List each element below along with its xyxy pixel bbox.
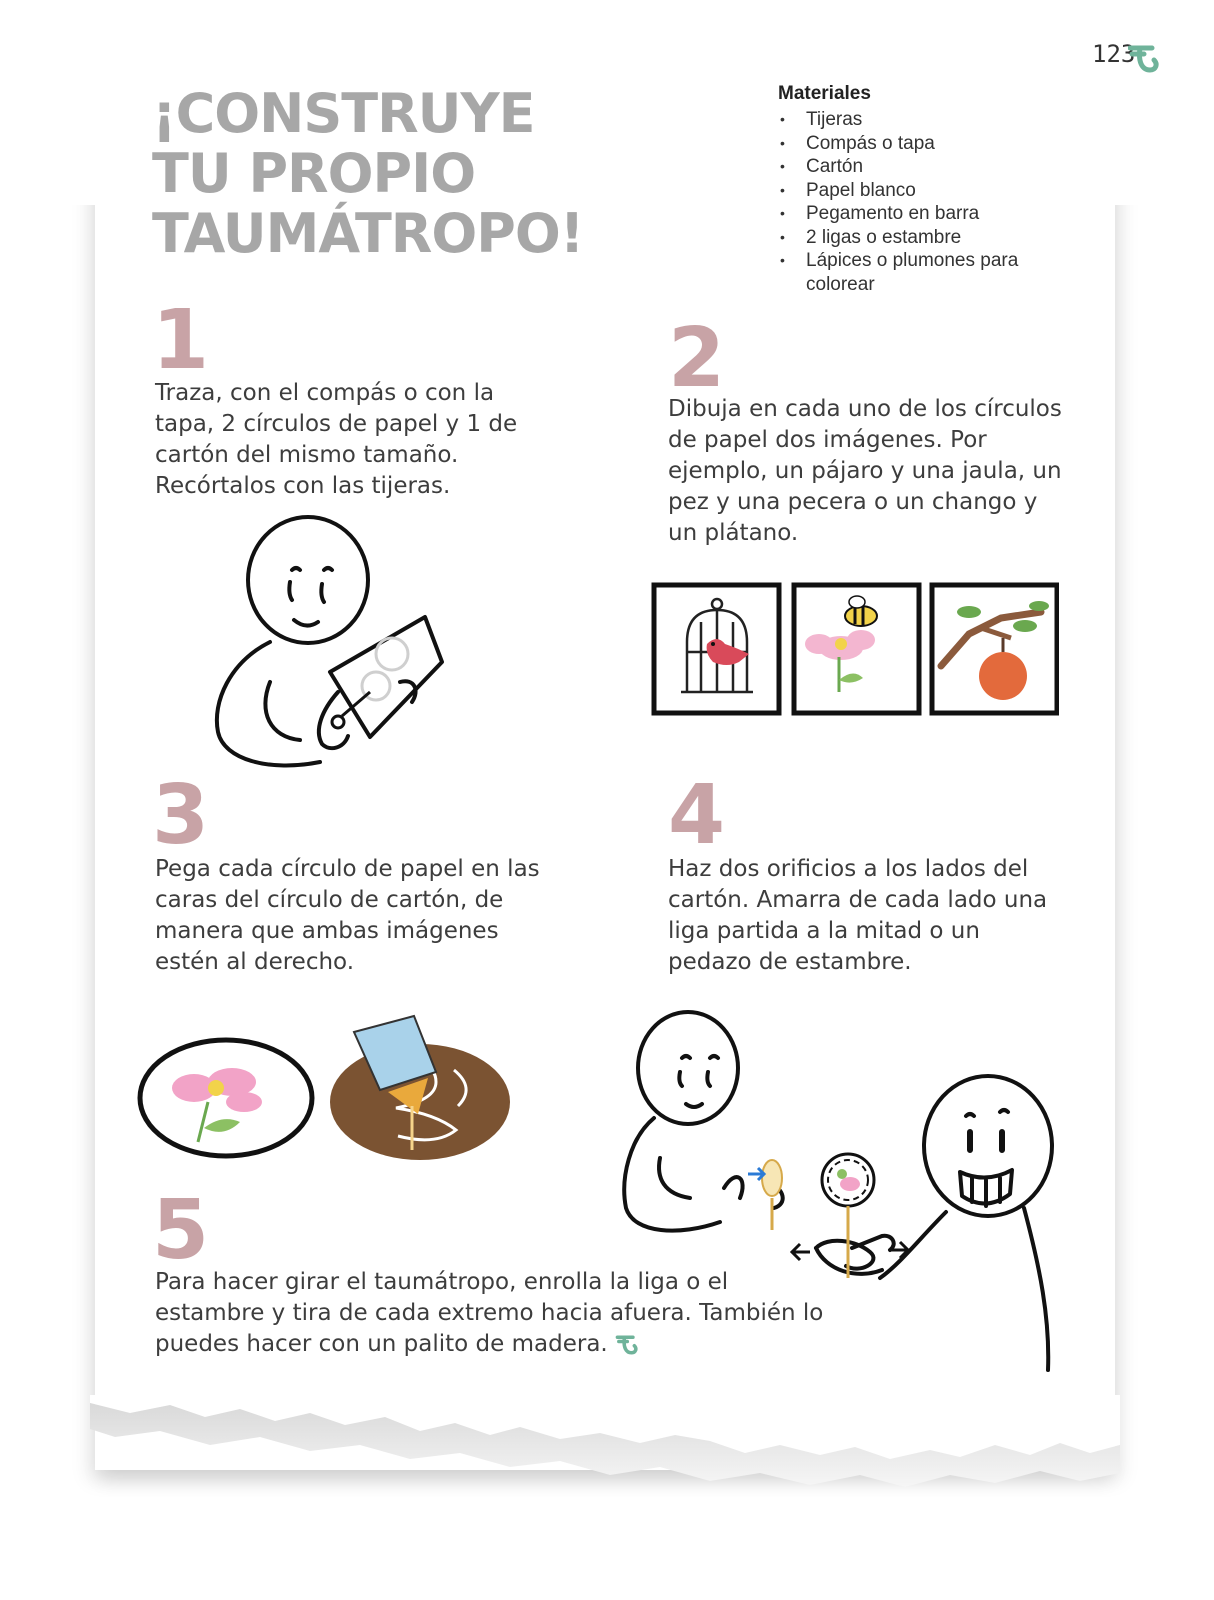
step-5-text-content: Para hacer girar el taumátropo, enrolla la liga o el estambre y tira de cada extremo hacia afuera. También lo puedes hacer con un palito de madera. xyxy=(155,1269,824,1357)
glue-circles-illustration xyxy=(136,1010,516,1165)
person-cutting-illustration xyxy=(210,512,460,774)
materials-heading: Materiales xyxy=(778,83,871,104)
materials-list xyxy=(778,108,1078,296)
materials-item: • Lápices o plumones para colorear xyxy=(778,249,1078,296)
step-1-text: Traza, con el compás o con la tapa, 2 círculos de papel y 1 de cartón del mismo tamaño. Recórtalos con las tijeras. xyxy=(155,380,518,499)
end-curl-icon xyxy=(615,1333,641,1357)
materials-item: • Cartón xyxy=(778,155,1078,179)
step-5-text xyxy=(155,1267,835,1360)
step-2-text: Dibuja en cada uno de los círculos de papel dos imágenes. Por ejemplo, un pájaro y una jaula, un pez y una pecera o un chango y un plátano. xyxy=(668,396,1062,546)
materials-item: • 2 ligas o estambre xyxy=(778,226,1078,250)
materials-item: • Tijeras xyxy=(778,108,1078,132)
step-3-text: Pega cada círculo de papel en las caras del círculo de cartón, de manera que ambas imágenes estén al derecho. xyxy=(155,856,540,975)
cardboard-circle-with-glue xyxy=(330,1016,510,1160)
step-4-number: 4 xyxy=(668,768,726,863)
step-1-number: 1 xyxy=(152,293,210,388)
materials-box xyxy=(778,83,1078,296)
flower-paper-circle xyxy=(140,1040,312,1156)
title-line-3: TAUMÁTROPO! xyxy=(152,202,584,265)
curl-icon xyxy=(1128,42,1162,76)
torn-paper-edge xyxy=(90,1395,1120,1515)
step-5-number: 5 xyxy=(152,1183,210,1278)
bird-cage-image xyxy=(654,585,779,713)
materials-item: • Pegamento en barra xyxy=(778,202,1078,226)
example-images-row xyxy=(651,582,1059,716)
step-3-number: 3 xyxy=(152,768,210,863)
page-title xyxy=(152,84,612,264)
apple-tree-image xyxy=(932,585,1057,713)
title-line-1: ¡CONSTRUYE xyxy=(152,82,535,145)
title-line-2: TU PROPIO xyxy=(152,142,476,205)
step-4-text: Haz dos orificios a los lados del cartón. Amarra de cada lado una liga partida a la mitad o un pedazo de estambre. xyxy=(668,856,1048,975)
page-number: 123 xyxy=(1092,40,1136,68)
materials-item: • Compás o tapa xyxy=(778,132,1078,156)
bee-flower-image xyxy=(794,585,919,713)
materials-item: • Papel blanco xyxy=(778,179,1078,203)
step-2-number: 2 xyxy=(668,311,726,406)
